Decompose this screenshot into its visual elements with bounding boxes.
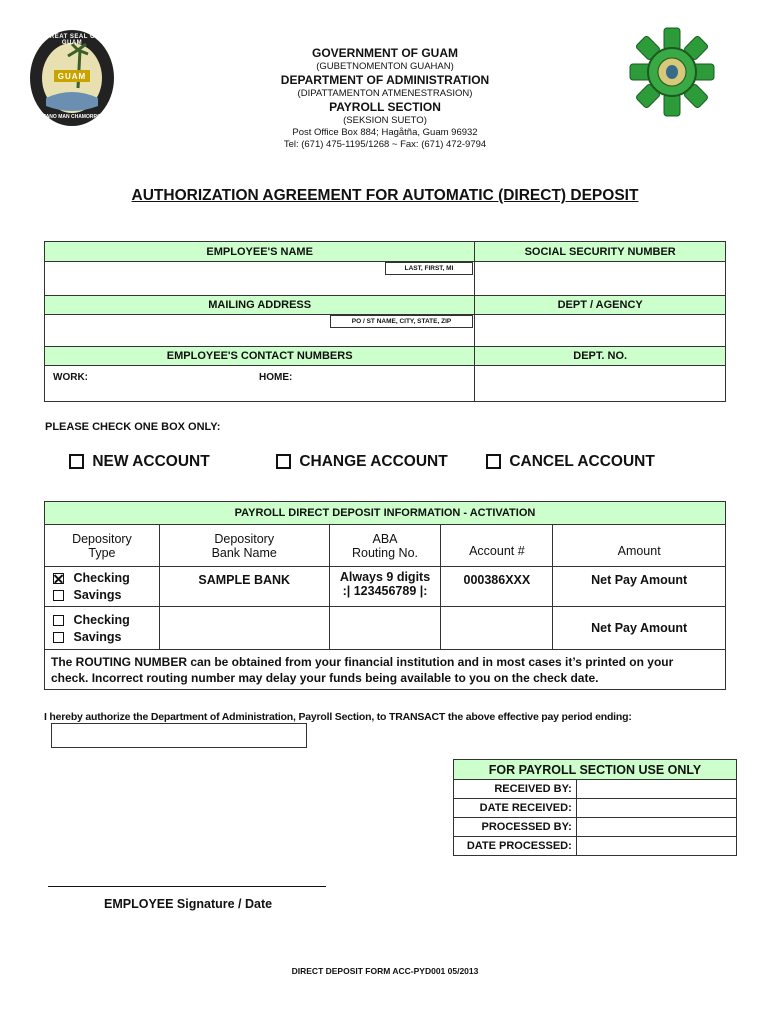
col-header-type-line1: Depository — [72, 531, 132, 546]
form-footer: DIRECT DEPOSIT FORM ACC-PYD001 05/2013 — [291, 966, 479, 976]
processed-by-label: PROCESSED BY: — [454, 818, 577, 837]
deposit-row-1 — [45, 567, 726, 607]
seal-guam-text: GUAM — [57, 72, 87, 81]
employee-name-field[interactable] — [45, 262, 475, 296]
signature-line[interactable] — [48, 886, 326, 887]
date-processed-label: DATE PROCESSED: — [454, 837, 577, 856]
row2-savings-label: Savings — [73, 629, 122, 644]
office-phone: Tel: (671) 475-1195/1268 ~ Fax: (671) 472-9794 — [283, 139, 487, 150]
received-by-field[interactable] — [576, 780, 736, 799]
col-header-bank-line2: Bank Name — [211, 545, 277, 560]
col-header-aba-line2: Routing No. — [352, 545, 419, 560]
mailing-address-header: MAILING ADDRESS — [45, 296, 475, 315]
contact-numbers-header: EMPLOYEE'S CONTACT NUMBERS — [45, 347, 475, 366]
new-account-checkbox[interactable] — [69, 454, 84, 469]
row2-checking-label: Checking — [73, 612, 130, 627]
col-header-bank — [159, 525, 329, 567]
deposit-section-title: PAYROLL DIRECT DEPOSIT INFORMATION - ACTIVATION — [45, 502, 726, 525]
government-heading-chamorro: (GUBETNOMENTON GUAHAN) — [316, 61, 454, 72]
mailing-address-field[interactable] — [45, 315, 475, 347]
employee-name-header: EMPLOYEE'S NAME — [45, 242, 475, 262]
row2-checking-checkbox[interactable] — [53, 615, 64, 626]
date-processed-field[interactable] — [576, 837, 736, 856]
col-header-amount: Amount — [553, 525, 726, 567]
seal-top-text: GREAT SEAL OF GUAM — [44, 34, 100, 46]
col-header-type — [45, 525, 160, 567]
cancel-account-option[interactable] — [486, 453, 655, 471]
row1-savings-option[interactable] — [53, 588, 159, 602]
row2-type-cell — [45, 607, 160, 650]
routing-note-line2: check. Incorrect routing number may delay your funds being available to you on the check date. — [51, 670, 599, 685]
deposit-info-table — [44, 501, 726, 690]
row1-checking-label: Checking — [73, 571, 130, 585]
department-emblem-logo — [628, 26, 716, 118]
pay-period-ending-field[interactable] — [51, 723, 307, 748]
row2-savings-option[interactable] — [53, 630, 159, 644]
authorization-statement: I hereby authorize the Department of Administration, Payroll Section, to TRANSACT the above effective pay period ending: — [44, 711, 632, 723]
home-phone-label: HOME: — [259, 372, 293, 383]
dept-no-field[interactable] — [475, 366, 726, 402]
check-one-instruction: PLEASE CHECK ONE BOX ONLY: — [45, 421, 221, 433]
date-received-field[interactable] — [576, 799, 736, 818]
row2-checking-option[interactable] — [53, 613, 159, 627]
row1-aba-hint: Always 9 digits — [339, 570, 431, 584]
ssn-header: SOCIAL SECURITY NUMBER — [475, 242, 726, 262]
row1-savings-label: Savings — [73, 588, 122, 602]
change-account-option[interactable] — [276, 453, 448, 471]
dept-agency-header: DEPT / AGENCY — [475, 296, 726, 315]
col-header-account: Account # — [441, 525, 553, 567]
row1-savings-checkbox[interactable] — [53, 590, 64, 601]
row2-amount[interactable]: Net Pay Amount — [553, 607, 726, 650]
new-account-option[interactable] — [69, 453, 210, 471]
row2-savings-checkbox[interactable] — [53, 632, 64, 643]
address-format-hint: PO / ST NAME, CITY, STATE, ZIP — [330, 315, 473, 328]
row2-aba-cell[interactable] — [329, 607, 441, 650]
row1-bank-name[interactable]: SAMPLE BANK — [159, 567, 329, 607]
row1-account-number[interactable]: 000386XXX — [441, 567, 553, 607]
section-heading: PAYROLL SECTION — [329, 100, 441, 114]
cancel-account-checkbox[interactable] — [486, 454, 501, 469]
routing-number-note — [45, 650, 726, 690]
ssn-field[interactable] — [475, 262, 726, 296]
payroll-office-use-table — [453, 759, 737, 856]
row1-checking-checkbox[interactable] — [53, 573, 64, 584]
change-account-label: CHANGE ACCOUNT — [299, 453, 448, 470]
col-header-bank-line1: Depository — [214, 531, 275, 546]
dept-no-header: DEPT. NO. — [475, 347, 726, 366]
row1-aba-value: :| 123456789 |: — [342, 584, 428, 598]
department-heading-chamorro: (DIPATTAMENTON ATMENESTRASION) — [297, 88, 473, 99]
routing-note-line1: The ROUTING NUMBER can be obtained from your financial institution and in most cases it’s printed on your — [51, 654, 674, 669]
row1-amount[interactable]: Net Pay Amount — [553, 567, 726, 607]
form-title: AUTHORIZATION AGREEMENT FOR AUTOMATIC (DIRECT) DEPOSIT — [131, 187, 639, 204]
col-header-type-line2: Type — [88, 545, 116, 560]
new-account-label: NEW ACCOUNT — [92, 453, 210, 470]
processed-by-field[interactable] — [576, 818, 736, 837]
dept-agency-field[interactable] — [475, 315, 726, 347]
signature-label: EMPLOYEE Signature / Date — [104, 897, 273, 911]
contact-numbers-field[interactable] — [45, 366, 475, 402]
change-account-checkbox[interactable] — [276, 454, 291, 469]
row2-bank-name[interactable] — [159, 607, 329, 650]
government-heading: GOVERNMENT OF GUAM — [312, 46, 458, 60]
deposit-row-2 — [45, 607, 726, 650]
department-heading: DEPARTMENT OF ADMINISTRATION — [280, 73, 490, 87]
section-heading-chamorro: (SEKSION SUETO) — [343, 115, 427, 126]
row1-type-cell — [45, 567, 160, 607]
office-use-title: FOR PAYROLL SECTION USE ONLY — [454, 760, 737, 780]
name-format-hint: LAST, FIRST, MI — [385, 262, 473, 275]
employee-info-table — [44, 241, 726, 402]
seal-bottom-text: TANO MAN CHAMORRO — [43, 114, 101, 120]
work-phone-label: WORK: — [53, 372, 88, 383]
col-header-aba-line1: ABA — [372, 531, 398, 546]
row1-checking-option[interactable] — [53, 571, 159, 585]
date-received-label: DATE RECEIVED: — [454, 799, 577, 818]
office-address: Post Office Box 884; Hagåtña, Guam 96932 — [292, 127, 478, 138]
great-seal-logo — [28, 28, 116, 128]
col-header-aba — [329, 525, 441, 567]
received-by-label: RECEIVED BY: — [454, 780, 577, 799]
row1-aba-cell[interactable] — [329, 567, 441, 607]
row2-account-number[interactable] — [441, 607, 553, 650]
cancel-account-label: CANCEL ACCOUNT — [509, 453, 655, 470]
